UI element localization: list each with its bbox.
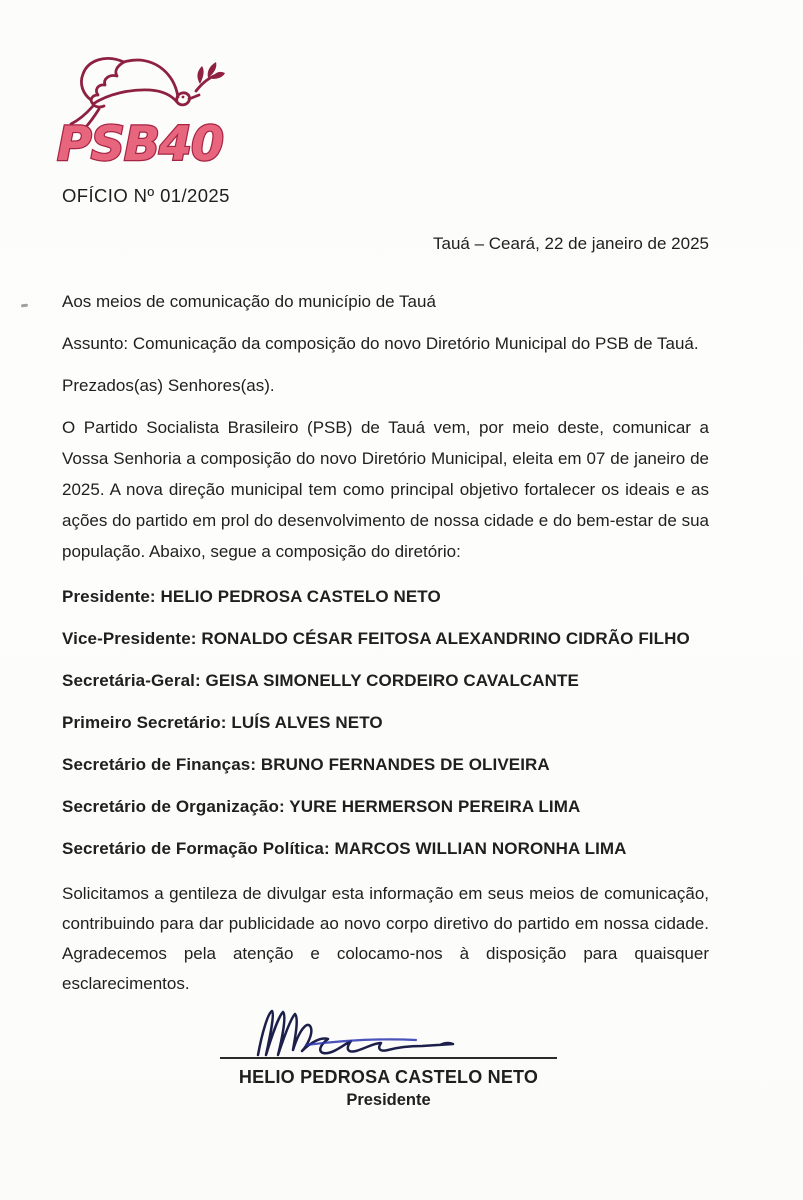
logo-text: PSB40: [57, 117, 224, 172]
board-line-secretaria-geral: Secretária-Geral: GEISA SIMONELLY CORDEIRO CAVALCANTE: [62, 671, 579, 690]
psb40-logo: [56, 46, 228, 172]
board-line-secretario-formacao-politica: Secretário de Formação Política: MARCOS WILLIAN NORONHA LIMA: [62, 839, 627, 858]
signatory-name: HELIO PEDROSA CASTELO NETO: [238, 1067, 539, 1087]
board-list: [62, 585, 709, 861]
oficio-number: OFÍCIO Nº 01/2025: [62, 185, 230, 206]
handwritten-signature: [248, 1005, 463, 1061]
signature-block: [220, 1005, 557, 1111]
scan-artifact: [21, 304, 28, 308]
signature-rule: [220, 1057, 557, 1059]
recipient-line: Aos meios de comunicação do município de Tauá: [62, 292, 436, 311]
salutation-line: Prezados(as) Senhores(as).: [62, 376, 275, 395]
date-line: Tauá – Ceará, 22 de janeiro de 2025: [433, 234, 709, 253]
subject-line: Assunto: Comunicação da composição do novo Diretório Municipal do PSB de Tauá.: [62, 334, 699, 353]
intro-paragraph: O Partido Socialista Brasileiro (PSB) de Tauá vem, por meio deste, comunicar a Vossa Senhoria a composição do novo Diretório Municipal, eleita em 07 de janeiro de 2025. A nova direção municipal tem como principal objetivo fortalecer os ideais e as ações do partido em prol do desenvolvimento de nossa cidade e do bem-estar de sua população. Abaixo, segue a composição do diretório:: [62, 418, 709, 561]
board-line-primeiro-secretario: Primeiro Secretário: LUÍS ALVES NETO: [62, 713, 383, 732]
board-line-secretario-organizacao: Secretário de Organização: YURE HERMERSON PEREIRA LIMA: [62, 797, 581, 816]
signatory-title: Presidente: [346, 1091, 431, 1109]
board-line-secretario-financas: Secretário de Finanças: BRUNO FERNANDES DE OLIVEIRA: [62, 755, 550, 774]
closing-paragraph: Solicitamos a gentileza de divulgar esta informação em seus meios de comunicação, contribuindo para dar publicidade ao novo corpo diretivo do partido em nossa cidade. Agradecemos pela atenção e colocamo-nos à disposição para quaisquer esclarecimentos.: [62, 884, 709, 993]
letter-body: [62, 184, 709, 1111]
board-line-presidente: Presidente: HELIO PEDROSA CASTELO NETO: [62, 587, 441, 606]
dove-with-olive-branch-icon: [56, 46, 228, 172]
board-line-vice-presidente: Vice-Presidente: RONALDO CÉSAR FEITOSA ALEXANDRINO CIDRÃO FILHO: [62, 629, 690, 648]
